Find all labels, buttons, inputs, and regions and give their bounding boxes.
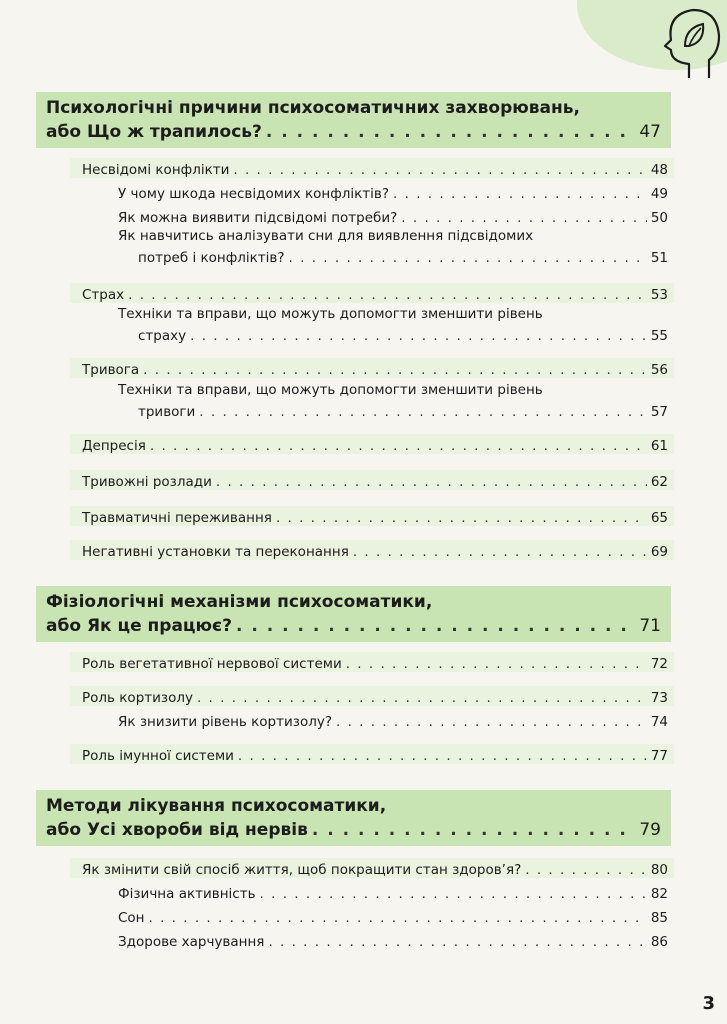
entry-label-line1: Як навчитись аналізувати сни для виявлення підсвідомих (118, 228, 534, 244)
entry-label: Депресія (82, 438, 146, 454)
toc-entry[interactable] (70, 246, 674, 266)
entry-label-line2: тривоги (138, 404, 196, 420)
toc-entry[interactable] (70, 710, 674, 730)
leader-dots (401, 210, 647, 226)
chapter-title-row (46, 818, 661, 842)
leader-dots (346, 656, 647, 672)
entry-page: 53 (650, 287, 668, 303)
toc-entry[interactable] (70, 358, 674, 378)
entry-label: Здорове харчування (118, 934, 265, 950)
toc-entry[interactable] (70, 858, 674, 878)
entry-page: 48 (650, 162, 668, 178)
toc-entry[interactable] (70, 930, 674, 950)
leader-dots (289, 250, 647, 266)
entry-label: Страх (82, 287, 125, 303)
entry-page: 85 (650, 910, 668, 926)
chapter-page: 71 (639, 616, 661, 636)
entry-label: Роль імунної системи (82, 748, 234, 764)
entry-page: 55 (650, 328, 668, 344)
entry-page: 56 (650, 362, 668, 378)
entry-label: Фізична активність (118, 886, 256, 902)
entry-page: 65 (650, 510, 668, 526)
chapter-page: 47 (639, 122, 661, 142)
chapter-header (36, 790, 671, 846)
leader-dots (276, 510, 647, 526)
leader-dots (353, 544, 647, 560)
chapter-title-line1: Психологічні причини психосоматичних захворювань, (46, 98, 580, 118)
leader-dots (233, 162, 646, 178)
leader-dots (260, 886, 647, 902)
chapter-title-line2: або Усі хвороби від нервів (46, 820, 308, 840)
entry-label: Роль вегетативної нервової системи (82, 656, 342, 672)
page-number: 3 (702, 993, 715, 1014)
entry-label: Тривога (82, 362, 140, 378)
leader-dots (312, 818, 636, 842)
entry-page: 80 (650, 862, 668, 878)
entry-page: 61 (650, 438, 668, 454)
entry-page: 69 (650, 544, 668, 560)
toc-entry[interactable] (70, 882, 674, 902)
entry-label: Як знизити рівень кортизолу? (118, 714, 332, 730)
chapter-header (36, 92, 671, 148)
entry-label: Несвідомі конфлікти (82, 162, 230, 178)
toc-entry[interactable] (70, 506, 674, 526)
leader-dots (238, 748, 647, 764)
toc-entry[interactable] (70, 686, 674, 706)
leader-dots (268, 934, 646, 950)
entry-label: Роль кортизолу (82, 690, 193, 706)
leader-dots (336, 714, 647, 730)
entry-page: 77 (650, 748, 668, 764)
leader-dots (236, 614, 635, 638)
entry-label-line2: страху (138, 328, 187, 344)
toc-entry[interactable] (70, 400, 674, 420)
toc-entry[interactable] (70, 283, 674, 303)
chapter-page: 79 (639, 820, 661, 840)
chapter-title-line1: Методи лікування психосоматики, (46, 796, 387, 816)
toc-entry[interactable] (70, 158, 674, 178)
leader-dots (393, 186, 647, 202)
entry-label: Як можна виявити підсвідомі потреби? (118, 210, 398, 226)
chapter-title-row (46, 120, 661, 144)
toc-entry[interactable] (70, 434, 674, 454)
entry-page: 49 (650, 186, 668, 202)
chapter-header (36, 586, 671, 642)
leader-dots (199, 404, 647, 420)
entry-label: Як змінити свій спосіб життя, щоб покращити стан здоров’я? (82, 862, 522, 878)
leader-dots (150, 438, 647, 454)
head-leaf-icon (659, 4, 723, 80)
chapter-title-line2: або Що ж трапилось? (46, 122, 262, 142)
leader-dots (525, 862, 647, 878)
entry-label-line2: потреб і конфліктів? (138, 250, 285, 266)
entry-page: 86 (650, 934, 668, 950)
entry-page: 82 (650, 886, 668, 902)
chapter-title-line1: Фізіологічні механізми психосоматики, (46, 592, 433, 612)
toc-entry[interactable] (70, 652, 674, 672)
entry-page: 74 (650, 714, 668, 730)
leader-dots (216, 474, 647, 490)
entry-page: 62 (650, 474, 668, 490)
entry-label: У чому шкода несвідомих конфліктів? (118, 186, 390, 202)
toc-entry[interactable] (70, 540, 674, 560)
entry-page: 50 (650, 210, 668, 226)
toc-entry[interactable] (70, 470, 674, 490)
entry-page: 57 (650, 404, 668, 420)
leader-dots (128, 287, 647, 303)
entry-page: 72 (650, 656, 668, 672)
toc-entry[interactable] (70, 182, 674, 202)
chapter-title-row (46, 614, 661, 638)
toc-entry[interactable] (70, 206, 674, 226)
toc-entry[interactable] (70, 324, 674, 344)
leader-dots (190, 328, 647, 344)
entry-label: Тривожні розлади (82, 474, 212, 490)
chapter-title-line2: або Як це працює? (46, 616, 232, 636)
leader-dots (266, 120, 635, 144)
entry-page: 51 (650, 250, 668, 266)
entry-label: Негативні установки та переконання (82, 544, 349, 560)
entry-label: Сон (118, 910, 145, 926)
entry-label: Травматичні переживання (82, 510, 272, 526)
entry-label-line1: Техніки та вправи, що можуть допомогти зменшити рівень (118, 382, 543, 398)
entry-label-line1: Техніки та вправи, що можуть допомогти зменшити рівень (118, 306, 543, 322)
leader-dots (197, 690, 647, 706)
toc-entry[interactable] (70, 744, 674, 764)
toc-entry[interactable] (70, 906, 674, 926)
leader-dots (149, 910, 647, 926)
leader-dots (143, 362, 647, 378)
entry-page: 73 (650, 690, 668, 706)
